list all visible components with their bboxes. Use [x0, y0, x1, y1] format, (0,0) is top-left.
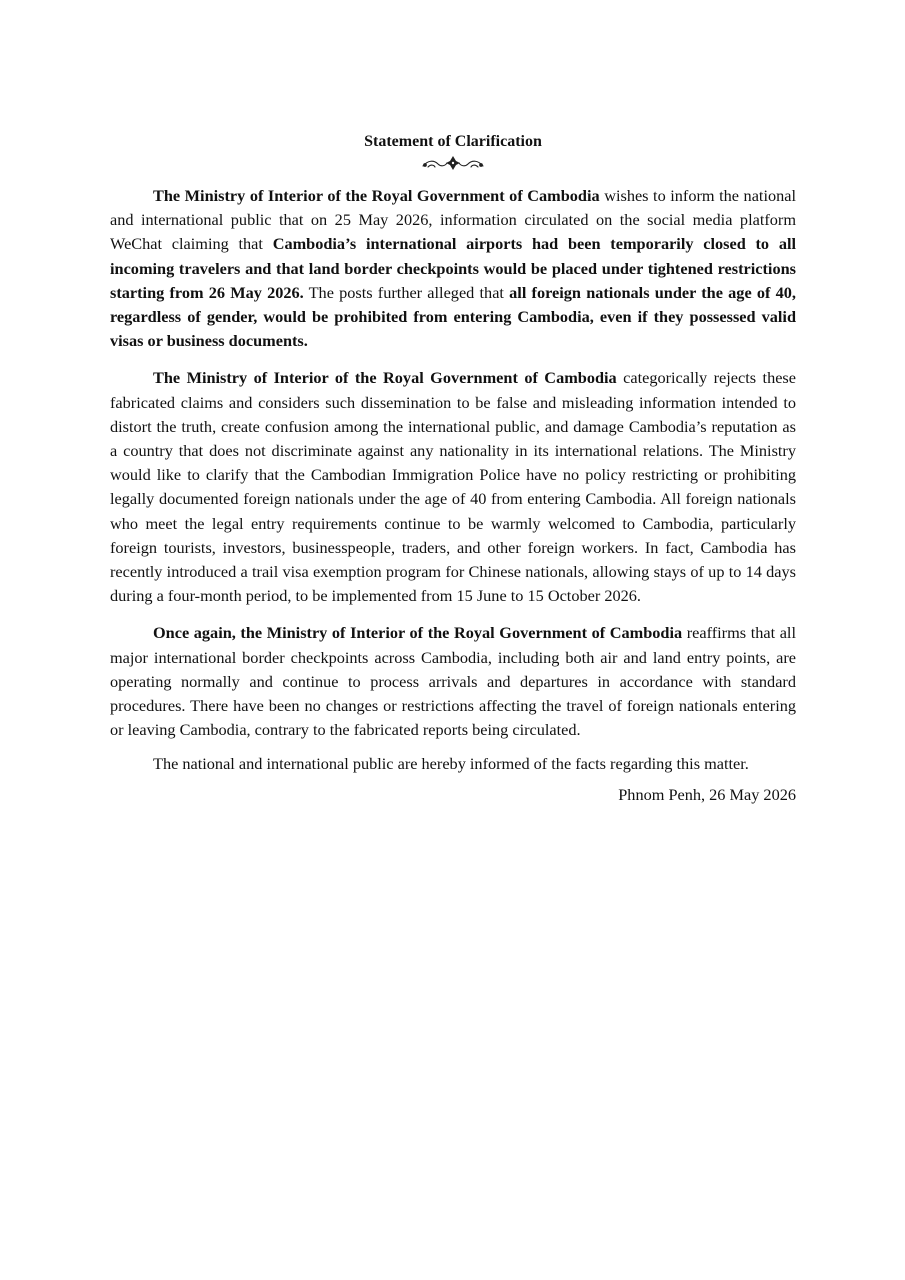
- paragraph-1-seg-2: wishes to inform the national and international public that on 25 May 2026, information circulated on the social media platform WeChat claiming that: [110, 186, 796, 254]
- paragraph-2: [110, 366, 796, 608]
- paragraph-1-seg-5: all foreign nationals under the age of 40, regardless of gender, would be prohibited from entering Cambodia, even if they possessed valid visas or business documents.: [110, 282, 796, 351]
- decorative-flourish-icon: [420, 154, 486, 172]
- paragraph-3-seg-2: reaffirms that all major international border checkpoints across Cambodia, including both air and land entry points, are operating normally and continue to process arrivals and departures in accordance with standard procedures. There have been no changes or restrictions affecting the travel of foreign nationals entering or leaving Cambodia, contrary to the fabricated reports being circulated.: [110, 623, 796, 740]
- paragraph-2-seg-2: categorically rejects these fabricated claims and considers such dissemination to be false and misleading information intended to distort the truth, create confusion among the international public, and damage Cambodia’s reputation as a country that does not discriminate against any nationality in its international relations. The Ministry would like to clarify that the Cambodian Immigration Police have no policy restricting or prohibiting legally documented foreign nationals under the age of 40 from entering Cambodia. All foreign nationals who meet the legal entry requirements continue to be warmly welcomed to Cambodia, particularly foreign tourists, investors, businesspeople, traders, and other foreign workers. In fact, Cambodia has recently introduced a trail visa exemption program for Chinese nationals, allowing stays of up to 14 days during a four-month period, to be implemented from 15 June to 15 October 2026.: [110, 368, 796, 606]
- document-body: [110, 132, 796, 807]
- paragraph-2-seg-1: The Ministry of Interior of the Royal Government of Cambodia: [153, 368, 617, 388]
- paragraph-4: [110, 752, 796, 776]
- paragraph-1: [110, 184, 796, 353]
- place-date-signoff: Phnom Penh, 26 May 2026: [618, 784, 796, 804]
- paragraph-1-seg-4: The posts further alleged that: [303, 282, 510, 302]
- paragraph-3: [110, 621, 796, 742]
- paragraph-4-seg-1: The national and international public are hereby informed of the facts regarding this matter.: [153, 754, 749, 774]
- paragraph-3-seg-1: Once again, the Ministry of Interior of the Royal Government of Cambodia: [153, 623, 683, 643]
- paragraph-1-seg-1: The Ministry of Interior of the Royal Government of Cambodia: [153, 186, 600, 205]
- paragraph-1-seg-3: Cambodia’s international airports had been temporarily closed to all incoming travelers and that land border checkpoints would be placed under tightened restrictions starting from 26 May 2026.: [110, 234, 797, 302]
- document-title: Statement of Clarification: [364, 133, 542, 150]
